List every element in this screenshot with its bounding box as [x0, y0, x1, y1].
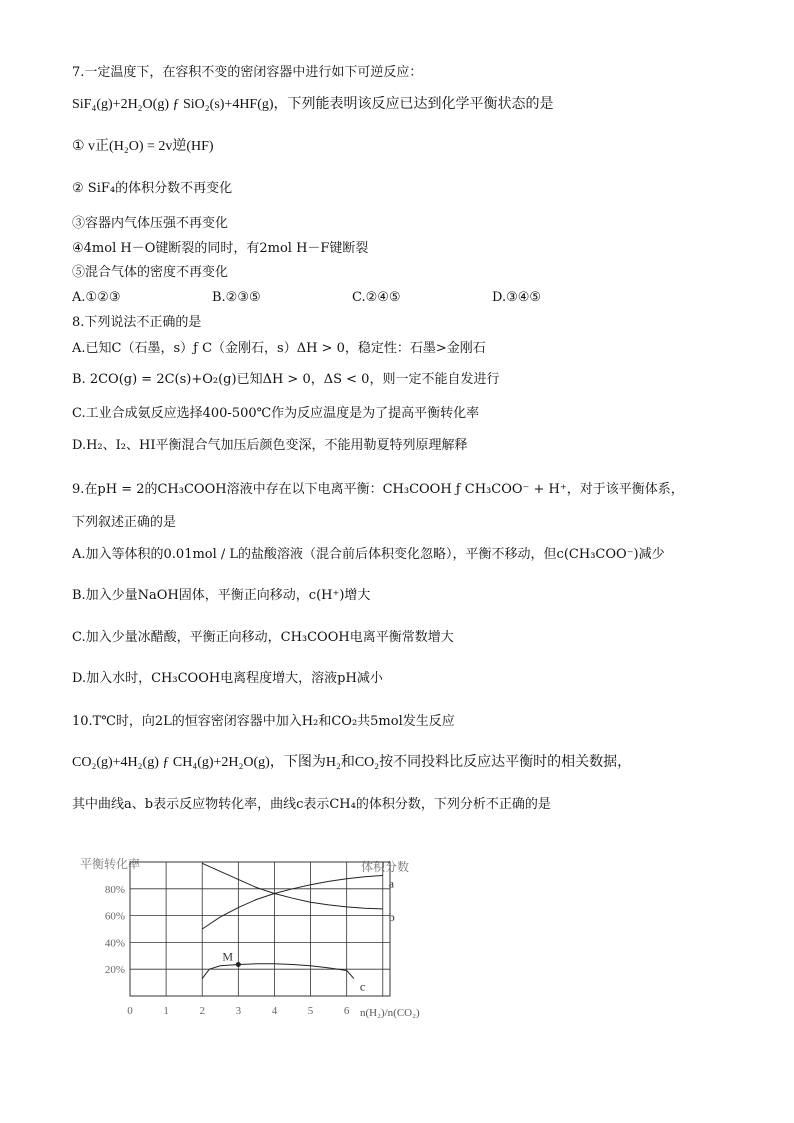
x-tick-label: 3: [235, 1005, 242, 1017]
q9-option-d: D.加入水时，CH₃COOH电离程度增大，溶液pH减小: [72, 671, 383, 686]
right-axis-label: 体积分数: [360, 860, 410, 874]
y-tick-labels: [105, 884, 125, 976]
q9-option-c: C.加入少量冰醋酸，平衡正向移动，CH₃COOH电离平衡常数增大: [72, 630, 454, 645]
x-tick-label: 4: [271, 1005, 278, 1017]
q7-equation: SiF₄(g)+2H₂O(g) ƒ SiO₂(s)+4HF(g)，下列能表明该反应已达到化学平衡状态的是: [72, 97, 554, 112]
q10-line3: 其中曲线a、b表示反应物转化率，曲线c表示CH₄的体积分数，下列分析不正确的是: [72, 797, 551, 812]
q9-option-a: A.加入等体积的0.01mol / L的盐酸溶液（混合前后体积变化忽略），平衡不移动，但c(CH₃COO⁻)减少: [72, 547, 665, 562]
q7-item-3: ③容器内气体压强不再变化: [72, 216, 229, 231]
y-tick-label: 40%: [104, 937, 125, 950]
q7-option-a: A.①②③: [72, 290, 121, 305]
q7-option-d: D.③④⑤: [492, 290, 542, 305]
q7-item-4: ④4mol H－O键断裂的同时，有2mol H－F键断裂: [72, 241, 369, 256]
x-axis-label: n(H₂)/n(CO₂): [360, 1007, 420, 1019]
series-b-label: b: [388, 909, 395, 924]
q7-title: 7.一定温度下，在容积不变的密闭容器中进行如下可逆反应：: [72, 65, 423, 80]
point-label: M: [222, 949, 234, 964]
q7-option-c: C.②④⑤: [352, 290, 401, 305]
equilibrium-chart: [70, 838, 420, 1023]
q7-options: [72, 289, 632, 307]
q8-title: 8.下列说法不正确的是: [72, 315, 202, 330]
series-b-line: [202, 863, 383, 909]
q9-option-b: B.加入少量NaOH固体，平衡正向移动，c(H⁺)增大: [72, 588, 371, 603]
q9-title: 9.在pH = 2的CH₃COOH溶液中存在以下电离平衡：CH₃COOH ƒ CH₃COO⁻ + H⁺，对于该平衡体系，: [72, 482, 684, 497]
series-c-line: [202, 964, 354, 979]
q7-item-1: ① v正(H₂O) = 2v逆(HF): [72, 139, 214, 154]
x-tick-label: 1: [163, 1005, 169, 1017]
series-a-line: [202, 875, 383, 929]
x-tick-label: 2: [199, 1005, 205, 1017]
q8-option-c: C.工业合成氨反应选择400-500℃作为反应温度是为了提高平衡转化率: [72, 406, 480, 421]
series-a-label: a: [388, 876, 395, 891]
y-tick-label: 60%: [104, 910, 125, 923]
q10-equation: CO₂(g)+4H₂(g) ƒ CH₄(g)+2H₂O(g)，下图为H₂和CO₂按不同投料比反应达平衡时的相关数据，: [72, 755, 632, 770]
y-tick-label: 20%: [104, 964, 125, 977]
q7-item-2: ② SiF₄的体积分数不再变化: [72, 181, 233, 196]
q10-title: 10.T℃时，向2L的恒容密闭容器中加入H₂和CO₂共5mol发生反应: [72, 714, 455, 729]
q9-title-cont: 下列叙述正确的是: [72, 515, 177, 530]
chart-series: [202, 863, 395, 993]
series-c-label: c: [359, 979, 366, 994]
y-tick-label: 80%: [104, 883, 125, 896]
q7-option-b: B.②③⑤: [212, 290, 261, 305]
q7-item-5: ⑤混合气体的密度不再变化: [72, 265, 229, 280]
q8-option-a: A.已知C（石墨，s）ƒ C（金刚石，s）ΔH > 0，稳定性：石墨>金刚石: [72, 341, 486, 356]
x-tick-labels: [127, 1005, 350, 1017]
x-tick-label: 0: [127, 1005, 133, 1017]
q8-option-b: B. 2CO(g) = 2C(s)+O₂(g)已知ΔH > 0，ΔS < 0，则一定不能自发进行: [72, 372, 500, 387]
x-tick-label: 6: [343, 1005, 350, 1017]
y-axis-label: 平衡转化率: [79, 857, 141, 871]
q8-option-d: D.H₂、I₂、HI平衡混合气加压后颜色变深，不能用勒夏特列原理解释: [72, 438, 468, 453]
point-marker: [236, 962, 241, 967]
x-tick-label: 5: [307, 1005, 314, 1017]
